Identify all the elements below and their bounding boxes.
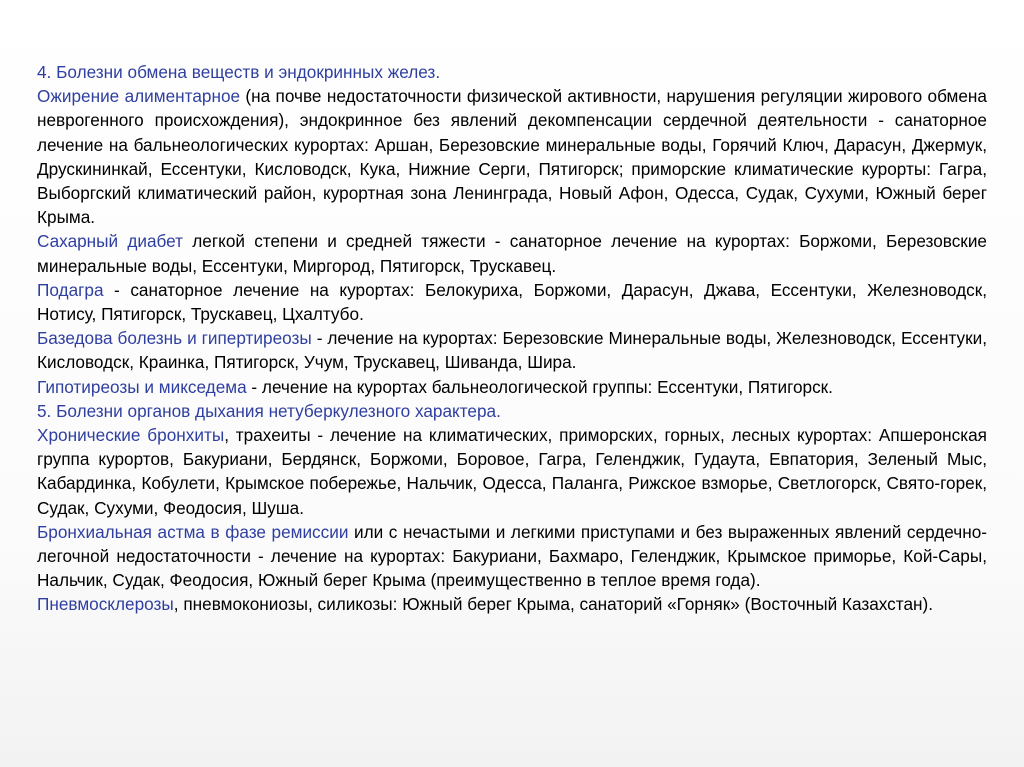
- gout-text: - санаторное лечение на курортах: Белокуриха, Боржоми, Дарасун, Джава, Ессентуки, Железноводск, Нотису, Пятигорск, Трускавец, Цхалтубо.: [37, 279, 987, 325]
- diabetes-term: Сахарный диабет: [37, 231, 184, 252]
- pneumosclerosis-paragraph: [37, 592, 987, 616]
- gout-term: Подагра: [37, 279, 104, 300]
- obesity-paragraph: [37, 84, 987, 229]
- bronchitis-paragraph: [37, 423, 987, 520]
- slide-content: [37, 60, 987, 617]
- graves-text: - лечение на курортах: Березовские Минеральные воды, Железноводск, Ессентуки, Кисловодск, Краинка, Пятигорск, Учум, Трускавец, Шиванда, Шира.: [37, 328, 988, 373]
- diabetes-text: легкой степени и средней тяжести - санаторное лечение на курортах: Боржоми, Березовские минеральные воды, Ессентуки, Миргород, Пятигорск, Трускавец.: [37, 231, 987, 276]
- bronchitis-term: Хронические бронхиты: [37, 425, 225, 446]
- section-4-heading: 4. Болезни обмена веществ и эндокринных желез.: [37, 62, 441, 82]
- asthma-paragraph: [37, 520, 987, 593]
- bronchitis-text: , трахеиты - лечение на климатических, приморских, горных, лесных курортах: Апшеронская группа курортов, Бакуриани, Бердянск, Боржоми, Боровое, Гагра, Геленджик, Гудаута, Евпатория, Зеленый Мыс, Кабардинка, Кобулети, Крымское побережье, Нальчик, Одесса, Паланга, Рижское взморье, Светлогорск, Свято-горек, Судак, Сухуми, Феодосия, Шуша.: [37, 425, 987, 518]
- obesity-text: (на почве недостаточности физической активности, нарушения регуляции жирового обмена неврогенного происхождения), эндокринное без явлений декомпенсации сердечной деятельности - санаторное лечение на бальнеологических курортах: Аршан, Березовские минеральные воды, Горячий Ключ, Дарасун, Джермук, Друскининкай, Ессентуки, Кисловодск, Кука, Нижние Серги, Пятигорск; приморские климатические курорты: Гагра, Выборгский климатический район, курортная зона Ленинграда, Новый Афон, Одесса, Судак, Сухуми, Южный берег Крыма.: [37, 86, 987, 228]
- obesity-term: Ожирение алиментарное: [37, 86, 241, 107]
- graves-term: Базедова болезнь и гипертиреозы: [37, 328, 312, 349]
- gout-paragraph: [37, 278, 987, 326]
- pneumosclerosis-term: Пневмосклерозы: [37, 594, 174, 615]
- graves-paragraph: [37, 326, 987, 374]
- hypothyroidism-term: Гипотиреозы и микседема: [37, 376, 247, 397]
- diabetes-paragraph: [37, 229, 987, 277]
- hypothyroidism-paragraph: [37, 375, 987, 399]
- asthma-text: или с нечастыми и легкими приступами и без выраженных явлений сердечно-легочной недостаточности - лечение на курортах: Бакуриани, Бахмаро, Геленджик, Крымское приморье, Кой-Сары, Нальчик, Судак, Феодосия, Южный берег Крыма (преимущественно в теплое время года).: [37, 521, 987, 591]
- section-5-heading: 5. Болезни органов дыхания нетуберкулезного характера.: [37, 400, 501, 421]
- asthma-term: Бронхиальная астма в фазе ремиссии: [37, 521, 349, 542]
- hypothyroidism-text: - лечение на курортах бальнеологической группы: Ессентуки, Пятигорск.: [246, 376, 833, 397]
- pneumosclerosis-text: , пневмокониозы, силикозы: Южный берег Крыма, санаторий «Горняк» (Восточный Казахстан).: [173, 594, 934, 615]
